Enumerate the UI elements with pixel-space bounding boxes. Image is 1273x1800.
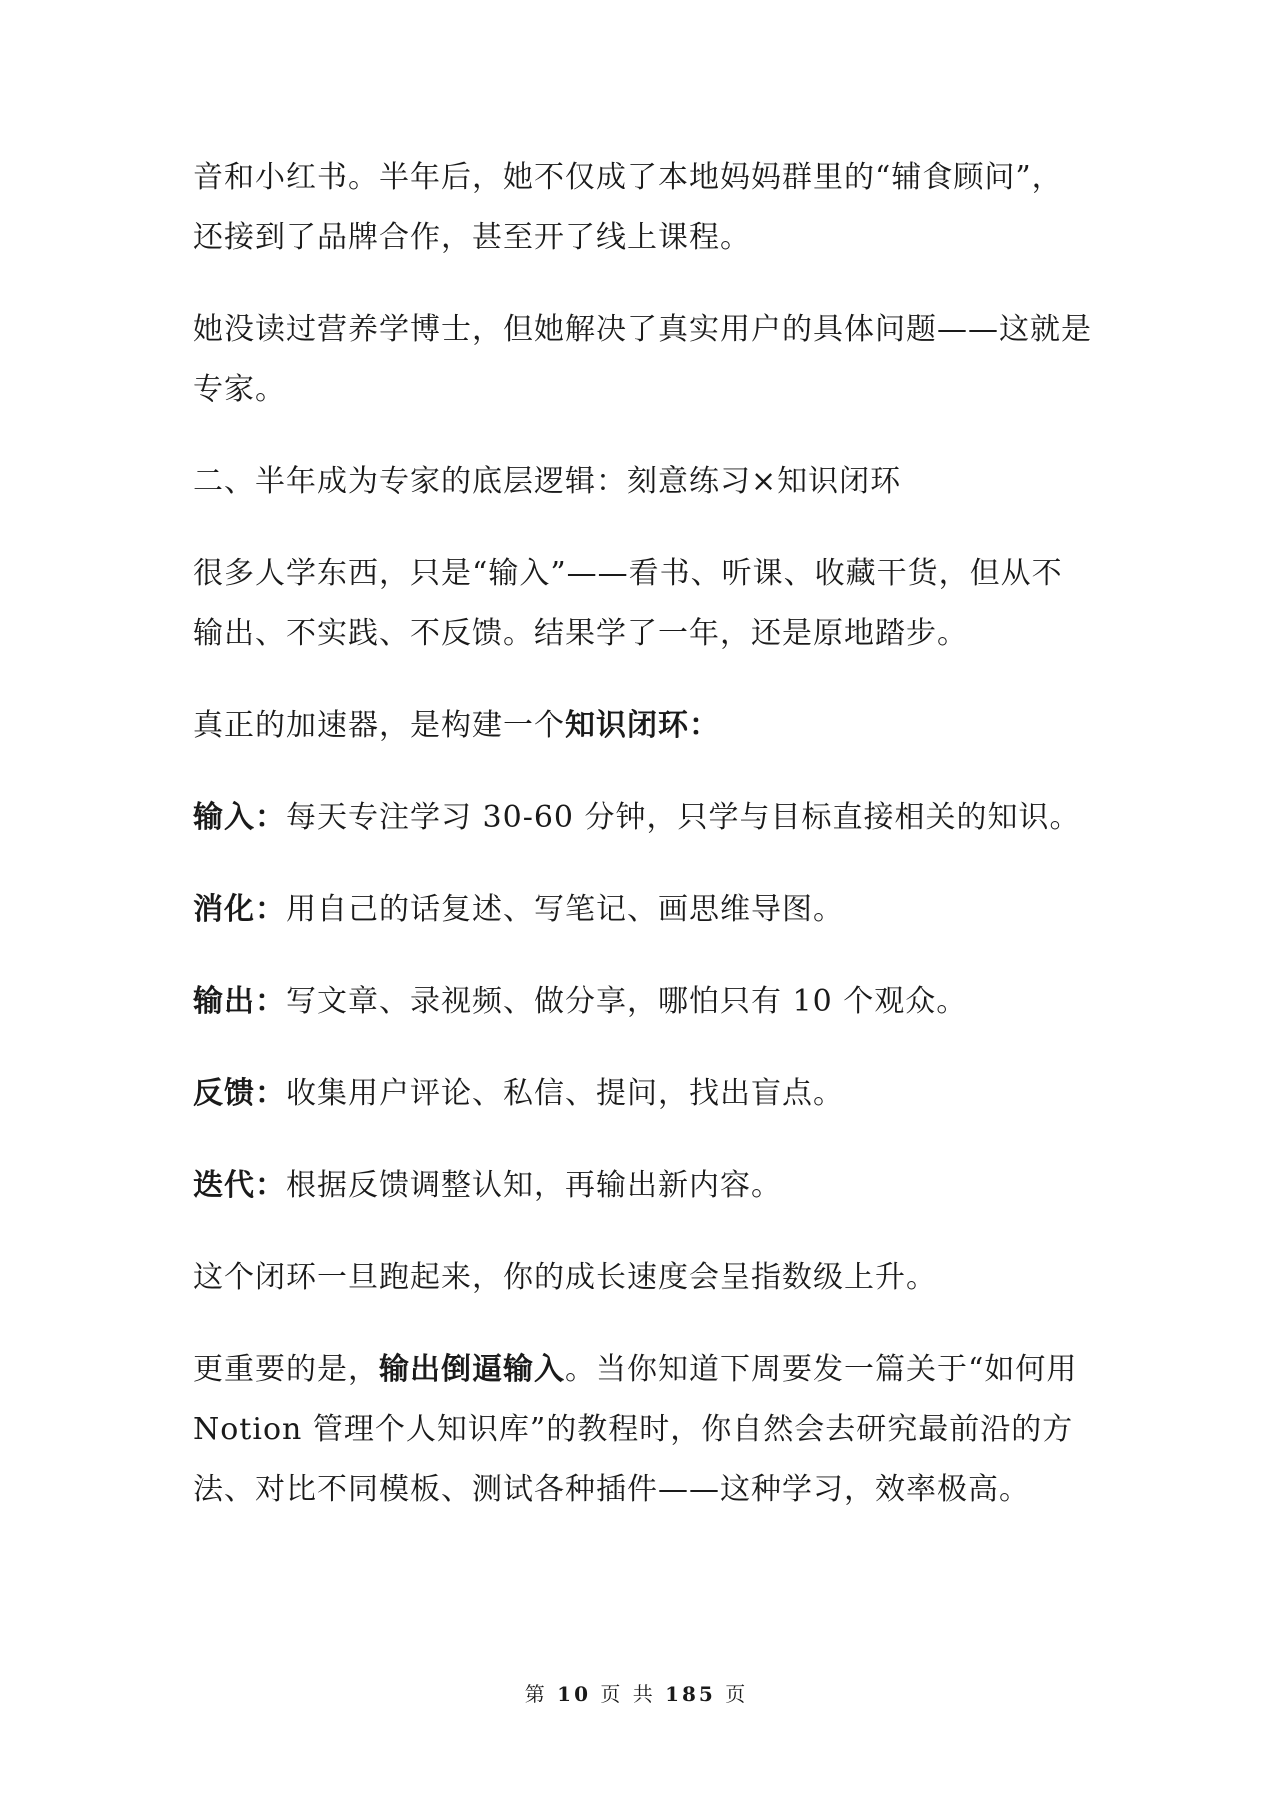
loop-step-feedback	[193, 1064, 1093, 1124]
paragraph-3: 很多人学东西，只是“输入”——看书、听课、收藏干货，但从不输出、不实践、不反馈。结果学了一年，还是原地踏步。	[193, 556, 1063, 651]
paragraph-6-bold: 输出倒逼输入	[379, 1352, 565, 1387]
total-page-count: 185	[665, 1682, 716, 1706]
loop-step-text: 收集用户评论、私信、提问，找出盲点。	[286, 1076, 844, 1111]
loop-step-label: 迭代：	[193, 1168, 286, 1203]
paragraph-6	[193, 1340, 1093, 1520]
paragraph-6-rest: 。当你知道下周要发一篇关于“如何用 Notion 管理个人知识库”的教程时，你自然会去研究最前沿的方法、对比不同模板、测试各种插件——这种学习，效率极高。	[193, 1352, 1078, 1507]
footer-suffix: 页	[725, 1682, 749, 1706]
loop-step-text: 用自己的话复述、写笔记、画思维导图。	[286, 892, 844, 927]
page-footer	[0, 1678, 1273, 1707]
loop-step-input	[193, 788, 1093, 848]
paragraph-1: 音和小红书。半年后，她不仅成了本地妈妈群里的“辅食顾问”，还接到了品牌合作，甚至开了线上课程。	[193, 160, 1063, 255]
page-content	[193, 148, 1093, 1552]
loop-step-text: 写文章、录视频、做分享，哪怕只有 10 个观众。	[286, 984, 968, 1019]
paragraph-4	[193, 696, 1093, 756]
paragraph-6-prefix: 更重要的是，	[193, 1352, 379, 1387]
paragraph-4-text: 真正的加速器，是构建一个	[193, 708, 565, 743]
loop-step-text: 根据反馈调整认知，再输出新内容。	[286, 1168, 782, 1203]
current-page-number: 10	[557, 1682, 591, 1706]
loop-step-label: 输出：	[193, 984, 286, 1019]
loop-step-label: 输入：	[193, 800, 286, 835]
loop-step-digest	[193, 880, 1093, 940]
section-heading: 二、半年成为专家的底层逻辑：刻意练习×知识闭环	[193, 464, 902, 499]
paragraph-4-bold: 知识闭环：	[565, 708, 720, 743]
paragraph-2: 她没读过营养学博士，但她解决了真实用户的具体问题——这就是专家。	[193, 312, 1092, 407]
loop-step-text: 每天专注学习 30-60 分钟，只学与目标直接相关的知识。	[286, 800, 1081, 835]
paragraph-5: 这个闭环一旦跑起来，你的成长速度会呈指数级上升。	[193, 1260, 937, 1295]
loop-step-label: 消化：	[193, 892, 286, 927]
loop-step-output	[193, 972, 1093, 1032]
footer-middle: 页 共	[600, 1682, 656, 1706]
footer-prefix: 第	[524, 1682, 548, 1706]
loop-step-iterate	[193, 1156, 1093, 1216]
loop-step-label: 反馈：	[193, 1076, 286, 1111]
